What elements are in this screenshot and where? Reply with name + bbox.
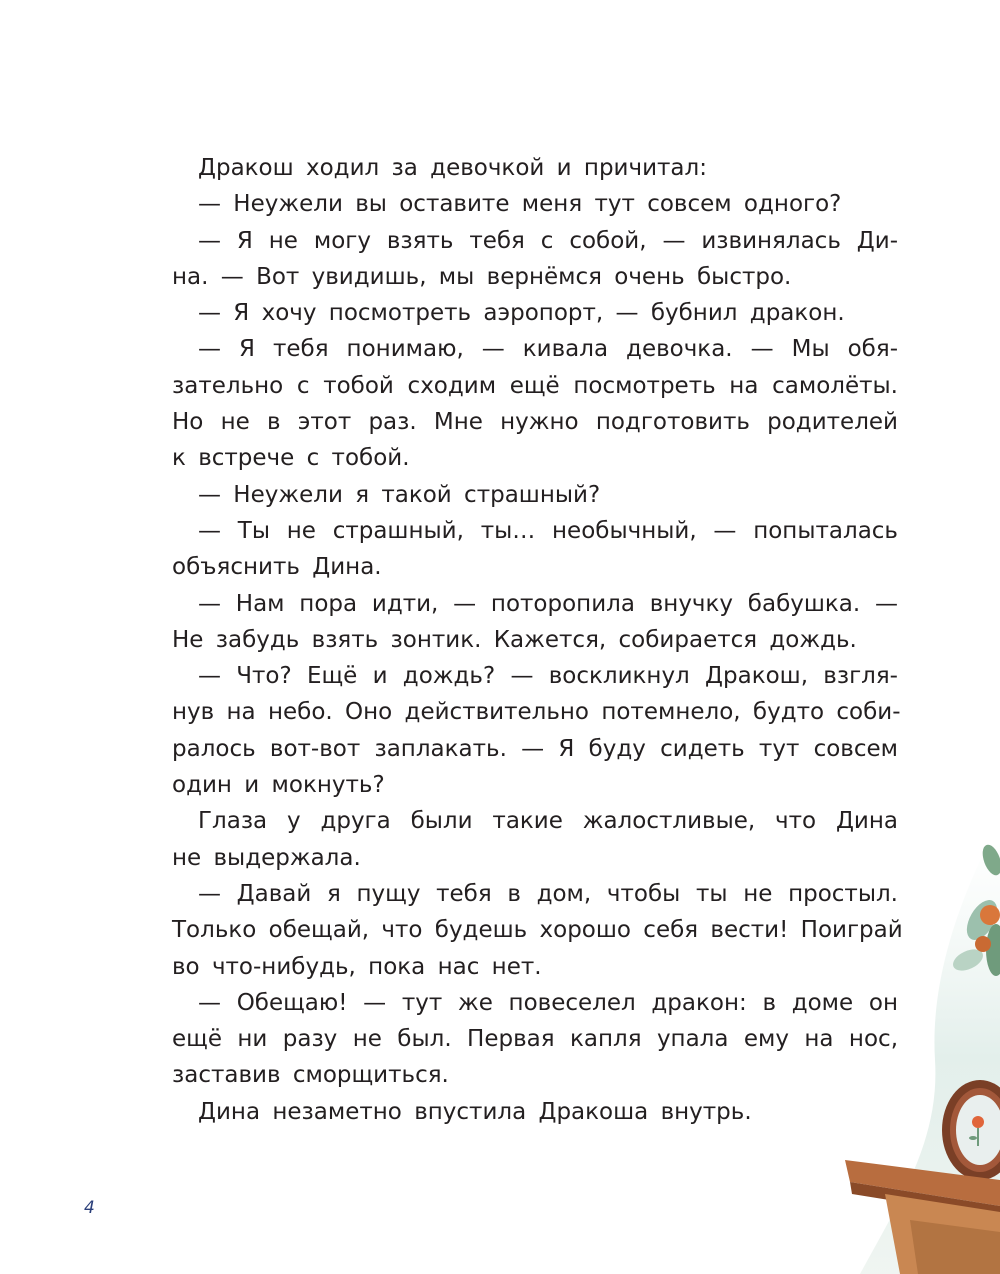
story-text	[172, 150, 903, 1130]
text-line: Только обещай, что будешь хорошо себя вести! Поиграй	[172, 917, 903, 944]
text-line: к встрече с тобой.	[172, 445, 410, 472]
text-line: — Я тебя понимаю, — кивала девочка. — Мы обя-	[198, 336, 898, 363]
page-number: 4	[84, 1198, 95, 1218]
text-line: зательно с тобой сходим ещё посмотреть на самолёты.	[172, 372, 898, 399]
text-line: Дракош ходил за девочкой и причитал:	[198, 155, 707, 181]
text-line: на. — Вот увидишь, мы вернёмся очень быстро.	[172, 263, 792, 290]
text-line: — Ты не страшный, ты… необычный, — попыталась	[198, 517, 898, 544]
text-line: нув на небо. Оно действительно потемнело, будто соби-	[172, 699, 901, 726]
text-line: ещё ни разу не был. Первая капля упала ему на нос,	[172, 1026, 898, 1053]
text-line: ралось вот-вот заплакать. — Я буду сидеть тут совсем	[172, 735, 898, 762]
text-line: — Давай я пущу тебя в дом, чтобы ты не простыл.	[198, 880, 898, 907]
text-line: заставив сморщиться.	[172, 1062, 449, 1089]
text-line: — Обещаю! — тут же повеселел дракон: в доме он	[198, 989, 898, 1016]
text-line: — Я хочу посмотреть аэропорт, — бубнил дракон.	[198, 300, 845, 327]
shelf	[845, 1160, 1000, 1274]
text-line: — Неужели я такой страшный?	[198, 481, 601, 508]
text-line: — Нам пора идти, — поторопила внучку бабушка. —	[198, 590, 898, 617]
text-line: — Что? Ещё и дождь? — воскликнул Дракош, взгля-	[198, 663, 898, 690]
text-line: Глаза у друга были такие жалостливые, что Дина	[198, 808, 898, 835]
text-line: объяснить Дина.	[172, 554, 382, 581]
text-line: Но не в этот раз. Мне нужно подготовить родителей	[172, 409, 898, 436]
text-line: Не забудь взять зонтик. Кажется, собирается дождь.	[172, 626, 857, 653]
text-line: во что-нибудь, пока нас нет.	[172, 953, 542, 980]
text-line: — Неужели вы оставите меня тут совсем одного?	[198, 191, 842, 218]
text-line: один и мокнуть?	[172, 772, 385, 799]
corner-illustration	[840, 820, 1000, 1274]
text-line: не выдержала.	[172, 844, 361, 871]
text-line: — Я не могу взять тебя с собой, — извинялась Ди-	[198, 227, 898, 254]
text-line: Дина незаметно впустила Дракоша внутрь.	[198, 1098, 752, 1125]
